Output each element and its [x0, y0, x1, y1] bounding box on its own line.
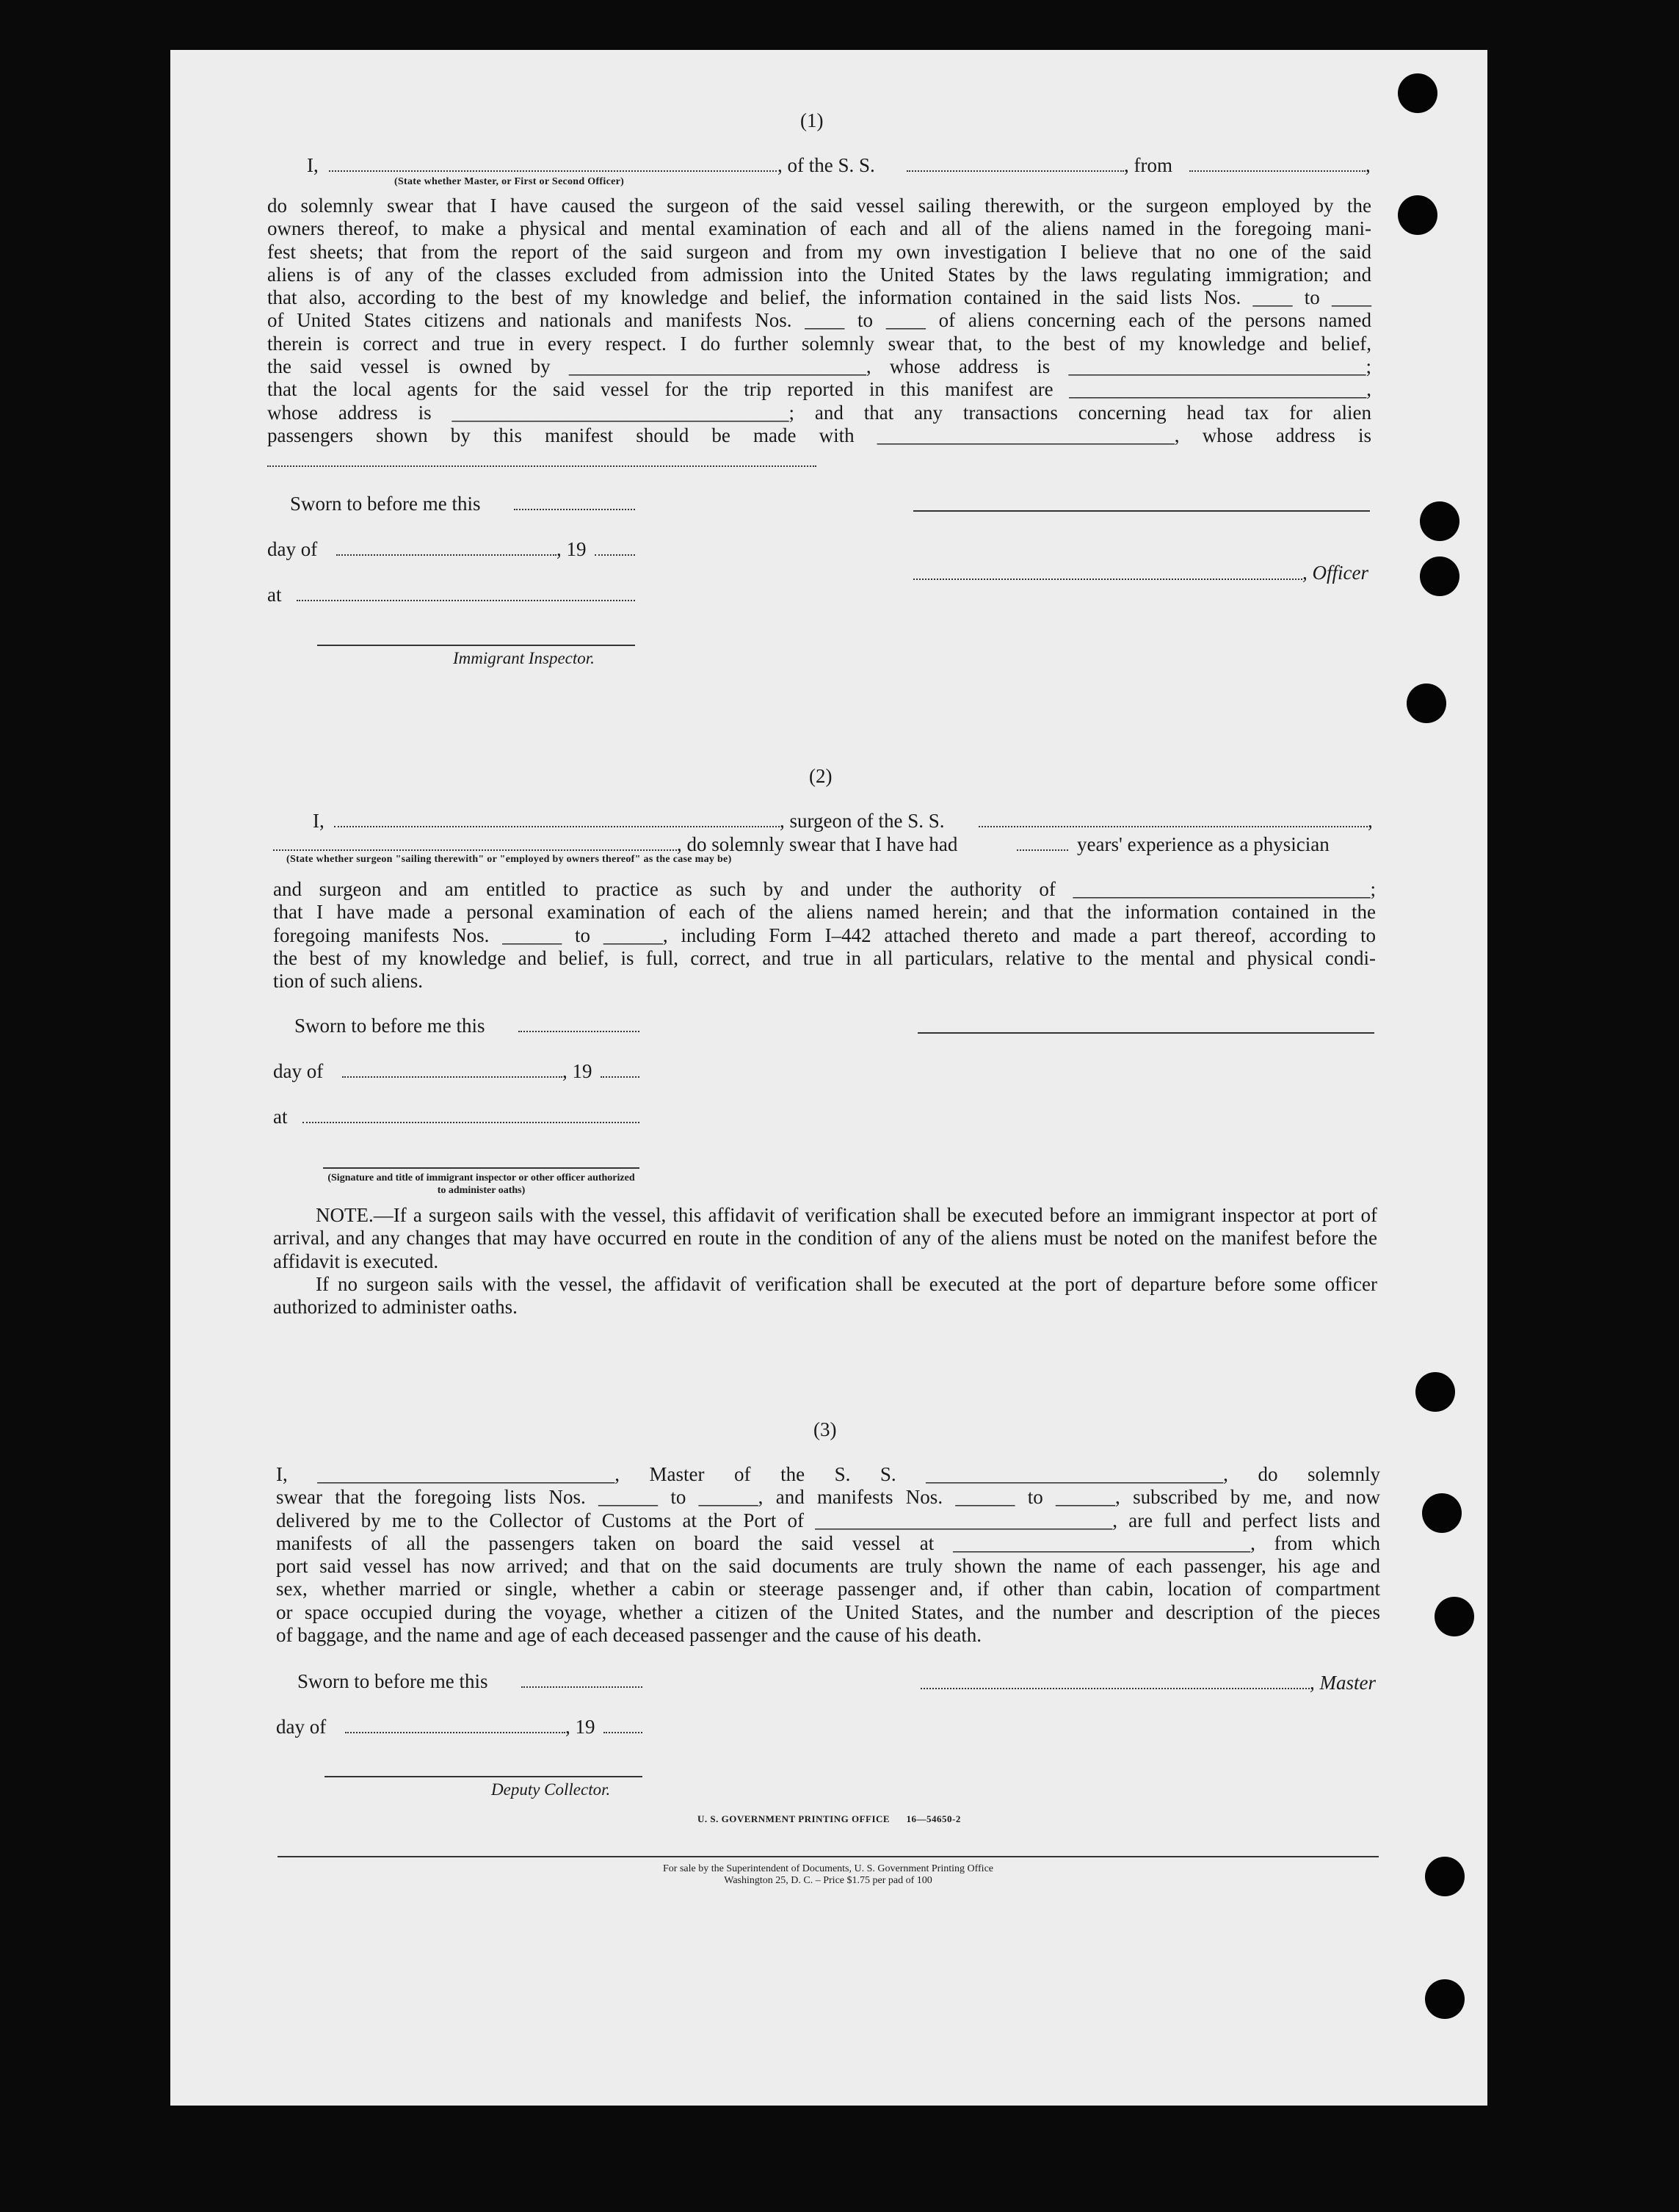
s1-body-line: that the local agents for the said vessel for the trip reported in this manifest are ______________________________, [267, 378, 1371, 401]
punch-hole [1398, 195, 1437, 235]
punch-hole [1420, 501, 1459, 541]
s1-body-line: the said vessel is owned by ______________________________, whose address is ______________________________; [267, 355, 1371, 378]
s2-comma: , [1368, 810, 1373, 832]
s3-day-of: day of [276, 1716, 327, 1738]
s2-sworn-line [518, 1031, 639, 1032]
s1-officer-label: , Officer [1302, 562, 1368, 584]
s2-at-line [302, 1122, 639, 1123]
s1-body-line: passengers shown by this manifest should be made with ______________________________, whose address is [267, 424, 1371, 446]
s3-sworn-line [521, 1686, 642, 1688]
s1-officer-name-line [329, 170, 777, 172]
s3-master-line [921, 1688, 1310, 1689]
s1-body-line: that also, according to the best of my knowledge and belief, the information contained in the said lists Nos. ____ to ____ [267, 286, 1371, 309]
s2-day-of: day of [273, 1060, 324, 1082]
s1-officer-caption: (State whether Master, or First or Second Officer) [394, 176, 625, 187]
s1-sworn: Sworn to before me this [290, 493, 481, 515]
s3-body-line: manifests of all the passengers taken on board the said vessel at ______________________________, from which [276, 1531, 1380, 1554]
punch-hole [1398, 73, 1437, 113]
s3-body-line: or space occupied during the voyage, whether a citizen of the United States, and the number and description of the pieces [276, 1600, 1380, 1623]
s2-name-line [334, 826, 780, 827]
s2-body-line: the best of my knowledge and belief, is full, correct, and true in all particulars, relative to the mental and physical condi- [273, 946, 1376, 969]
s1-body [267, 195, 1371, 447]
s1-body-line: fest sheets; that from the report of the said surgeon and from my own investigation I believe that no one of the said [267, 240, 1371, 263]
s1-officer-line [913, 579, 1302, 580]
s1-from: , from [1124, 154, 1172, 176]
s3-day-line [345, 1732, 565, 1733]
s3-body-line: sex, whether married or single, whether a cabin or steerage passenger and, if other than cabin, location of compartment [276, 1578, 1380, 1600]
s2-years: years' experience as a physician [1077, 833, 1330, 855]
punch-hole [1420, 556, 1459, 596]
s3-body-line: port said vessel has now arrived; and that on the said documents are truly shown the name of each passenger, his age and [276, 1555, 1380, 1578]
s2-sig-line [323, 1167, 639, 1169]
s1-of-ss: , of the S. S. [777, 154, 875, 176]
punch-hole [1435, 1597, 1474, 1636]
s1-year: , 19 [556, 538, 587, 560]
s3-year-line [603, 1732, 642, 1733]
s1-day-line [336, 554, 556, 556]
s2-vessel-line [979, 826, 1368, 827]
s1-body-line: aliens is of any of the classes excluded from admission into the United States by the laws regulating immigration; and [267, 263, 1371, 286]
s3-deputy: Deputy Collector. [491, 1780, 611, 1799]
footer-rule [278, 1856, 1379, 1857]
section-2-heading: (2) [809, 765, 833, 787]
s2-year-line [601, 1076, 639, 1078]
s2-sworn: Sworn to before me this [294, 1015, 485, 1037]
s1-at-line [297, 600, 635, 601]
s3-body-line: swear that the foregoing lists Nos. ______ to ______, and manifests Nos. ______ to ______, subscribed by me, and now [276, 1486, 1380, 1509]
s1-body-line: of United States citizens and nationals and manifests Nos. ____ to ____ of aliens concerning each of the persons named [267, 309, 1371, 332]
s2-body-line: tion of such aliens. [273, 970, 423, 993]
s1-inspector: Immigrant Inspector. [453, 649, 595, 667]
footer-line-1: For sale by the Superintendent of Documents, U. S. Government Printing Office [663, 1863, 993, 1874]
s1-day-of: day of [267, 538, 318, 560]
s3-deputy-line [324, 1776, 642, 1777]
s1-from-comma: , [1366, 154, 1371, 176]
s1-officer [1302, 562, 1368, 584]
s2-day-line [342, 1076, 562, 1078]
s3-master-label: , Master [1310, 1672, 1376, 1694]
s3-body [276, 1463, 1380, 1647]
s2-body-line: that I have made a personal examination of each of the aliens named herein; and that the information contained in the [273, 901, 1376, 924]
s1-body-line: do solemnly swear that I have caused the surgeon of the said vessel sailing therewith, or the surgeon employed by the [267, 195, 1371, 217]
s1-year-line [595, 554, 635, 556]
punch-hole [1425, 1857, 1465, 1896]
punch-hole [1407, 683, 1446, 723]
s3-year: , 19 [565, 1716, 595, 1738]
s2-note-2: If no surgeon sails with the vessel, the affidavit of verification shall be executed at the port of departure before some officer authorized to administer oaths. [273, 1272, 1377, 1319]
s1-extra-address-line [267, 465, 816, 467]
s3-master [1310, 1672, 1376, 1694]
s1-sworn-line [514, 509, 635, 510]
s3-body-line: delivered by me to the Collector of Customs at the Port of ______________________________, are full and perfect lists and [276, 1509, 1380, 1531]
s2-swear: , do solemnly swear that I have had [677, 833, 958, 855]
s2-year: , 19 [562, 1060, 592, 1082]
punch-hole [1415, 1372, 1455, 1412]
s2-note-1: NOTE.—If a surgeon sails with the vessel, this affidavit of verification shall be executed before an immigrant inspector at port of arrival, and any changes that may have occurred en route in the condition of any of the aliens must be noted on the manifest before the affidavit is executed. [273, 1204, 1377, 1272]
s2-body [273, 878, 1376, 993]
s3-body-line: of baggage, and the name and age of each deceased passenger and the cause of his death. [276, 1624, 982, 1647]
s2-capacity-caption: (State whether surgeon "sailing therewith" or "employed by owners thereof" as the case may be) [286, 854, 732, 865]
printer-imprint: U. S. GOVERNMENT PRINTING OFFICE 16—54650-2 [697, 1813, 961, 1824]
s2-sig-caption: (Signature and title of immigrant inspector or other officer authorized to administer oaths) [327, 1172, 635, 1196]
s1-inspector-line [317, 645, 635, 646]
s2-years-line [1017, 849, 1068, 851]
s1-body-line: owners thereof, to make a physical and mental examination of each and all of the aliens named in the foregoing mani- [267, 217, 1371, 240]
punch-hole [1425, 1979, 1465, 2019]
s1-body-line: whose address is __________________________________; and that any transactions concerning head tax for alien [267, 401, 1371, 424]
s2-at: at [273, 1106, 288, 1128]
s2-surgeon-of: , surgeon of the S. S. [780, 810, 945, 832]
s3-body-line: I, ______________________________, Master of the S. S. ______________________________, do solemnly [276, 1463, 1380, 1485]
s2-signature-line [918, 1032, 1374, 1034]
s1-at: at [267, 584, 282, 606]
s1-signature-line [913, 510, 1370, 512]
s2-body-line: foregoing manifests Nos. ______ to ______, including Form I–442 attached thereto and made a part thereof, according to [273, 924, 1376, 946]
s1-i: I, [307, 154, 319, 176]
s2-body-line: and surgeon and am entitled to practice as such by and under the authority of ______________________________; [273, 878, 1376, 900]
s2-notes [273, 1204, 1377, 1319]
s2-capacity-line [273, 849, 677, 851]
s2-i: I, [313, 810, 324, 832]
punch-hole [1422, 1493, 1462, 1533]
s1-vessel-line [907, 170, 1124, 172]
s1-body-line: therein is correct and true in every respect. I do further solemnly swear that, to the best of my knowledge and belief, [267, 332, 1371, 355]
s1-from-line [1189, 170, 1366, 172]
s3-sworn: Sworn to before me this [297, 1670, 488, 1692]
section-3-heading: (3) [813, 1418, 837, 1440]
footer-line-2: Washington 25, D. C. – Price $1.75 per pad of 100 [724, 1875, 932, 1886]
section-1-heading: (1) [800, 109, 824, 131]
